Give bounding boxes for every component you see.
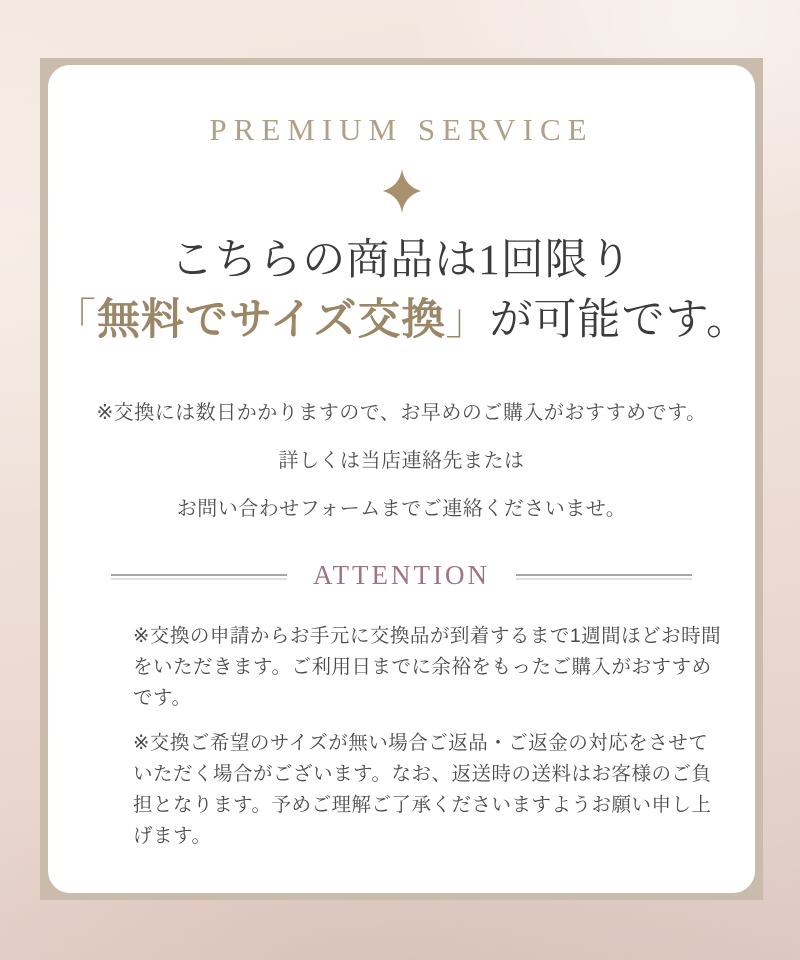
attention-paragraphs bbox=[133, 621, 722, 852]
paragraph-line: 担となります。予めご理解ご了承くださいますようお願い申し上 bbox=[133, 794, 712, 816]
info-card bbox=[48, 65, 755, 893]
attention-paragraph-2 bbox=[133, 728, 712, 852]
note-line: 詳しくは当店連絡先または bbox=[278, 450, 525, 472]
divider-line-right bbox=[516, 574, 692, 576]
sparkle-icon bbox=[48, 169, 755, 213]
note-line: お問い合わせフォームまでご連絡くださいませ。 bbox=[176, 498, 627, 520]
paragraph-line: ※交換の申請からお手元に交換品が到着するまで1週間ほどお時間 bbox=[133, 625, 722, 647]
paragraph-line: をいただきます。ご利用日までに余裕をもったご購入がおすすめ bbox=[133, 656, 712, 678]
heading-line-2 bbox=[48, 291, 755, 351]
note-line: ※交換には数日かかりますので、お早めのご購入がおすすめです。 bbox=[96, 402, 707, 424]
heading-highlight: 無料でサイズ交換 bbox=[96, 297, 446, 344]
heading-bracket-open: 「 bbox=[52, 297, 97, 344]
heading-suffix: が可能です。 bbox=[489, 297, 751, 344]
heading-line-1: こちらの商品は1回限り bbox=[170, 237, 633, 284]
attention-label: ATTENTION bbox=[313, 559, 490, 590]
paragraph-line: いただく場合がございます。なお、返送時の送料はお客様のご負 bbox=[133, 763, 712, 785]
paragraph-line: です。 bbox=[133, 687, 192, 709]
heading-bracket-close: 」 bbox=[445, 297, 490, 344]
attention-paragraph-1 bbox=[133, 621, 722, 714]
paragraph-line: ※交換ご希望のサイズが無い場合ご返品・ご返金の対応をさせて bbox=[133, 732, 709, 754]
divider-line-left bbox=[111, 574, 287, 576]
main-heading bbox=[48, 231, 755, 351]
premium-service-label: PREMIUM SERVICE bbox=[209, 112, 594, 147]
paragraph-line: げます。 bbox=[133, 825, 212, 847]
attention-divider bbox=[48, 559, 755, 591]
note-block bbox=[48, 389, 755, 533]
